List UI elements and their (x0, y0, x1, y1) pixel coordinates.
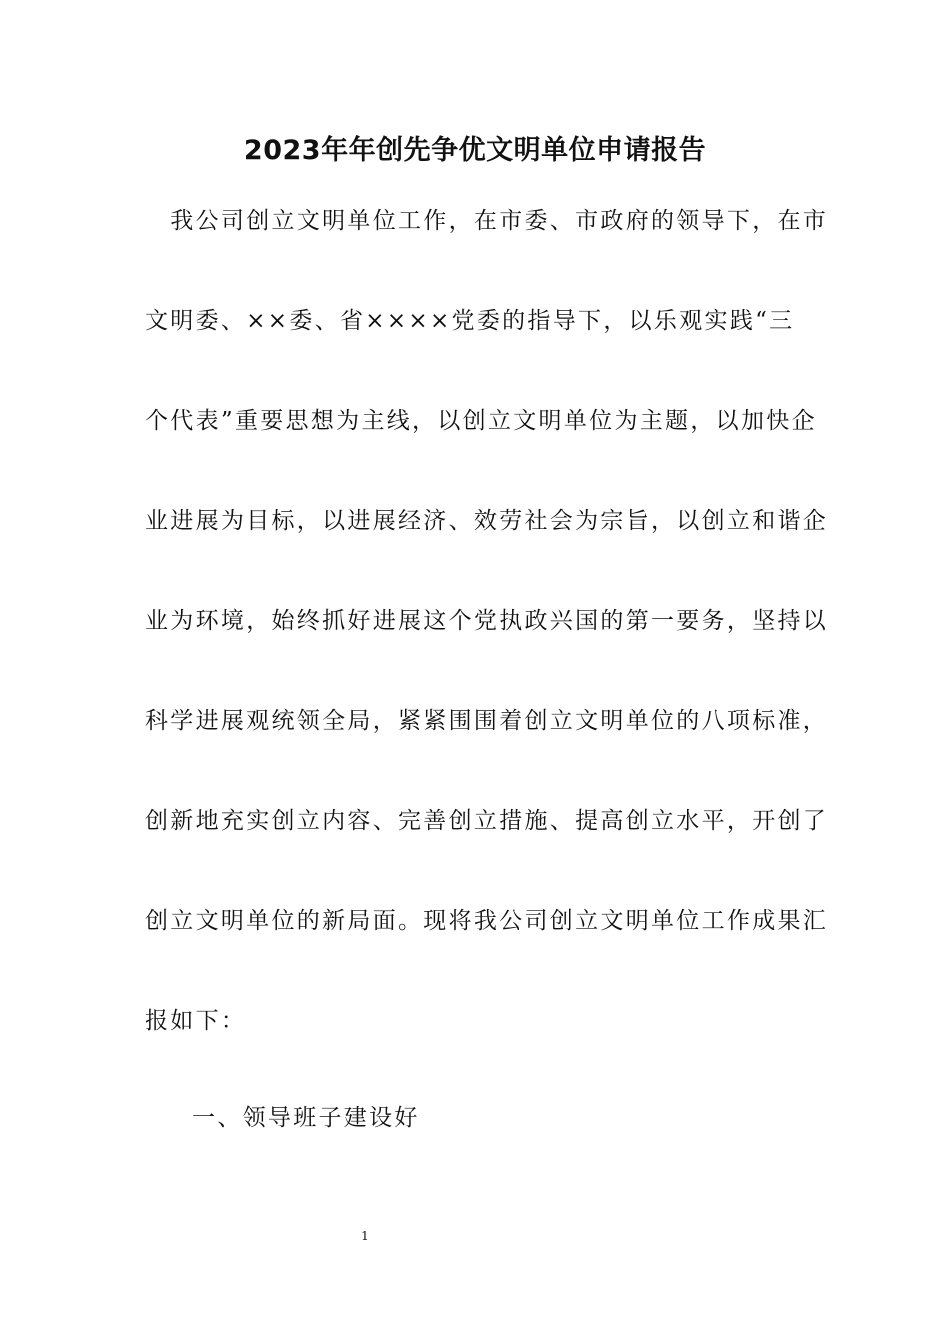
paragraph-line-2: 文明委、××委、省××××党委的指导下，以乐观实践“三 (145, 308, 795, 334)
section-heading: 一、领导班子建设好 (192, 1105, 420, 1131)
paragraph-line-6: 科学进展观统领全局，紧紧围围着创立文明单位的八项标准， (145, 708, 829, 734)
paragraph-line-1: 我公司创立文明单位工作，在市委、市政府的领导下，在市 (145, 208, 829, 234)
document-title: 2023年年创先争优文明单位申请报告 (243, 135, 707, 166)
paragraph-line-9: 报如下： (145, 1008, 247, 1034)
page-number: 1 (361, 1229, 369, 1243)
paragraph-line-3: 个代表”重要思想为主线，以创立文明单位为主题，以加快企 (145, 408, 817, 434)
paragraph-line-7: 创新地充实创立内容、完善创立措施、提高创立水平，开创了 (145, 808, 829, 834)
paragraph-line-4: 业进展为目标，以进展经济、效劳社会为宗旨，以创立和谐企 (145, 508, 829, 534)
paragraph-line-8: 创立文明单位的新局面。现将我公司创立文明单位工作成果汇 (145, 908, 829, 934)
paragraph-line-5: 业为环境，始终抓好进展这个党执政兴国的第一要务，坚持以 (145, 608, 829, 634)
